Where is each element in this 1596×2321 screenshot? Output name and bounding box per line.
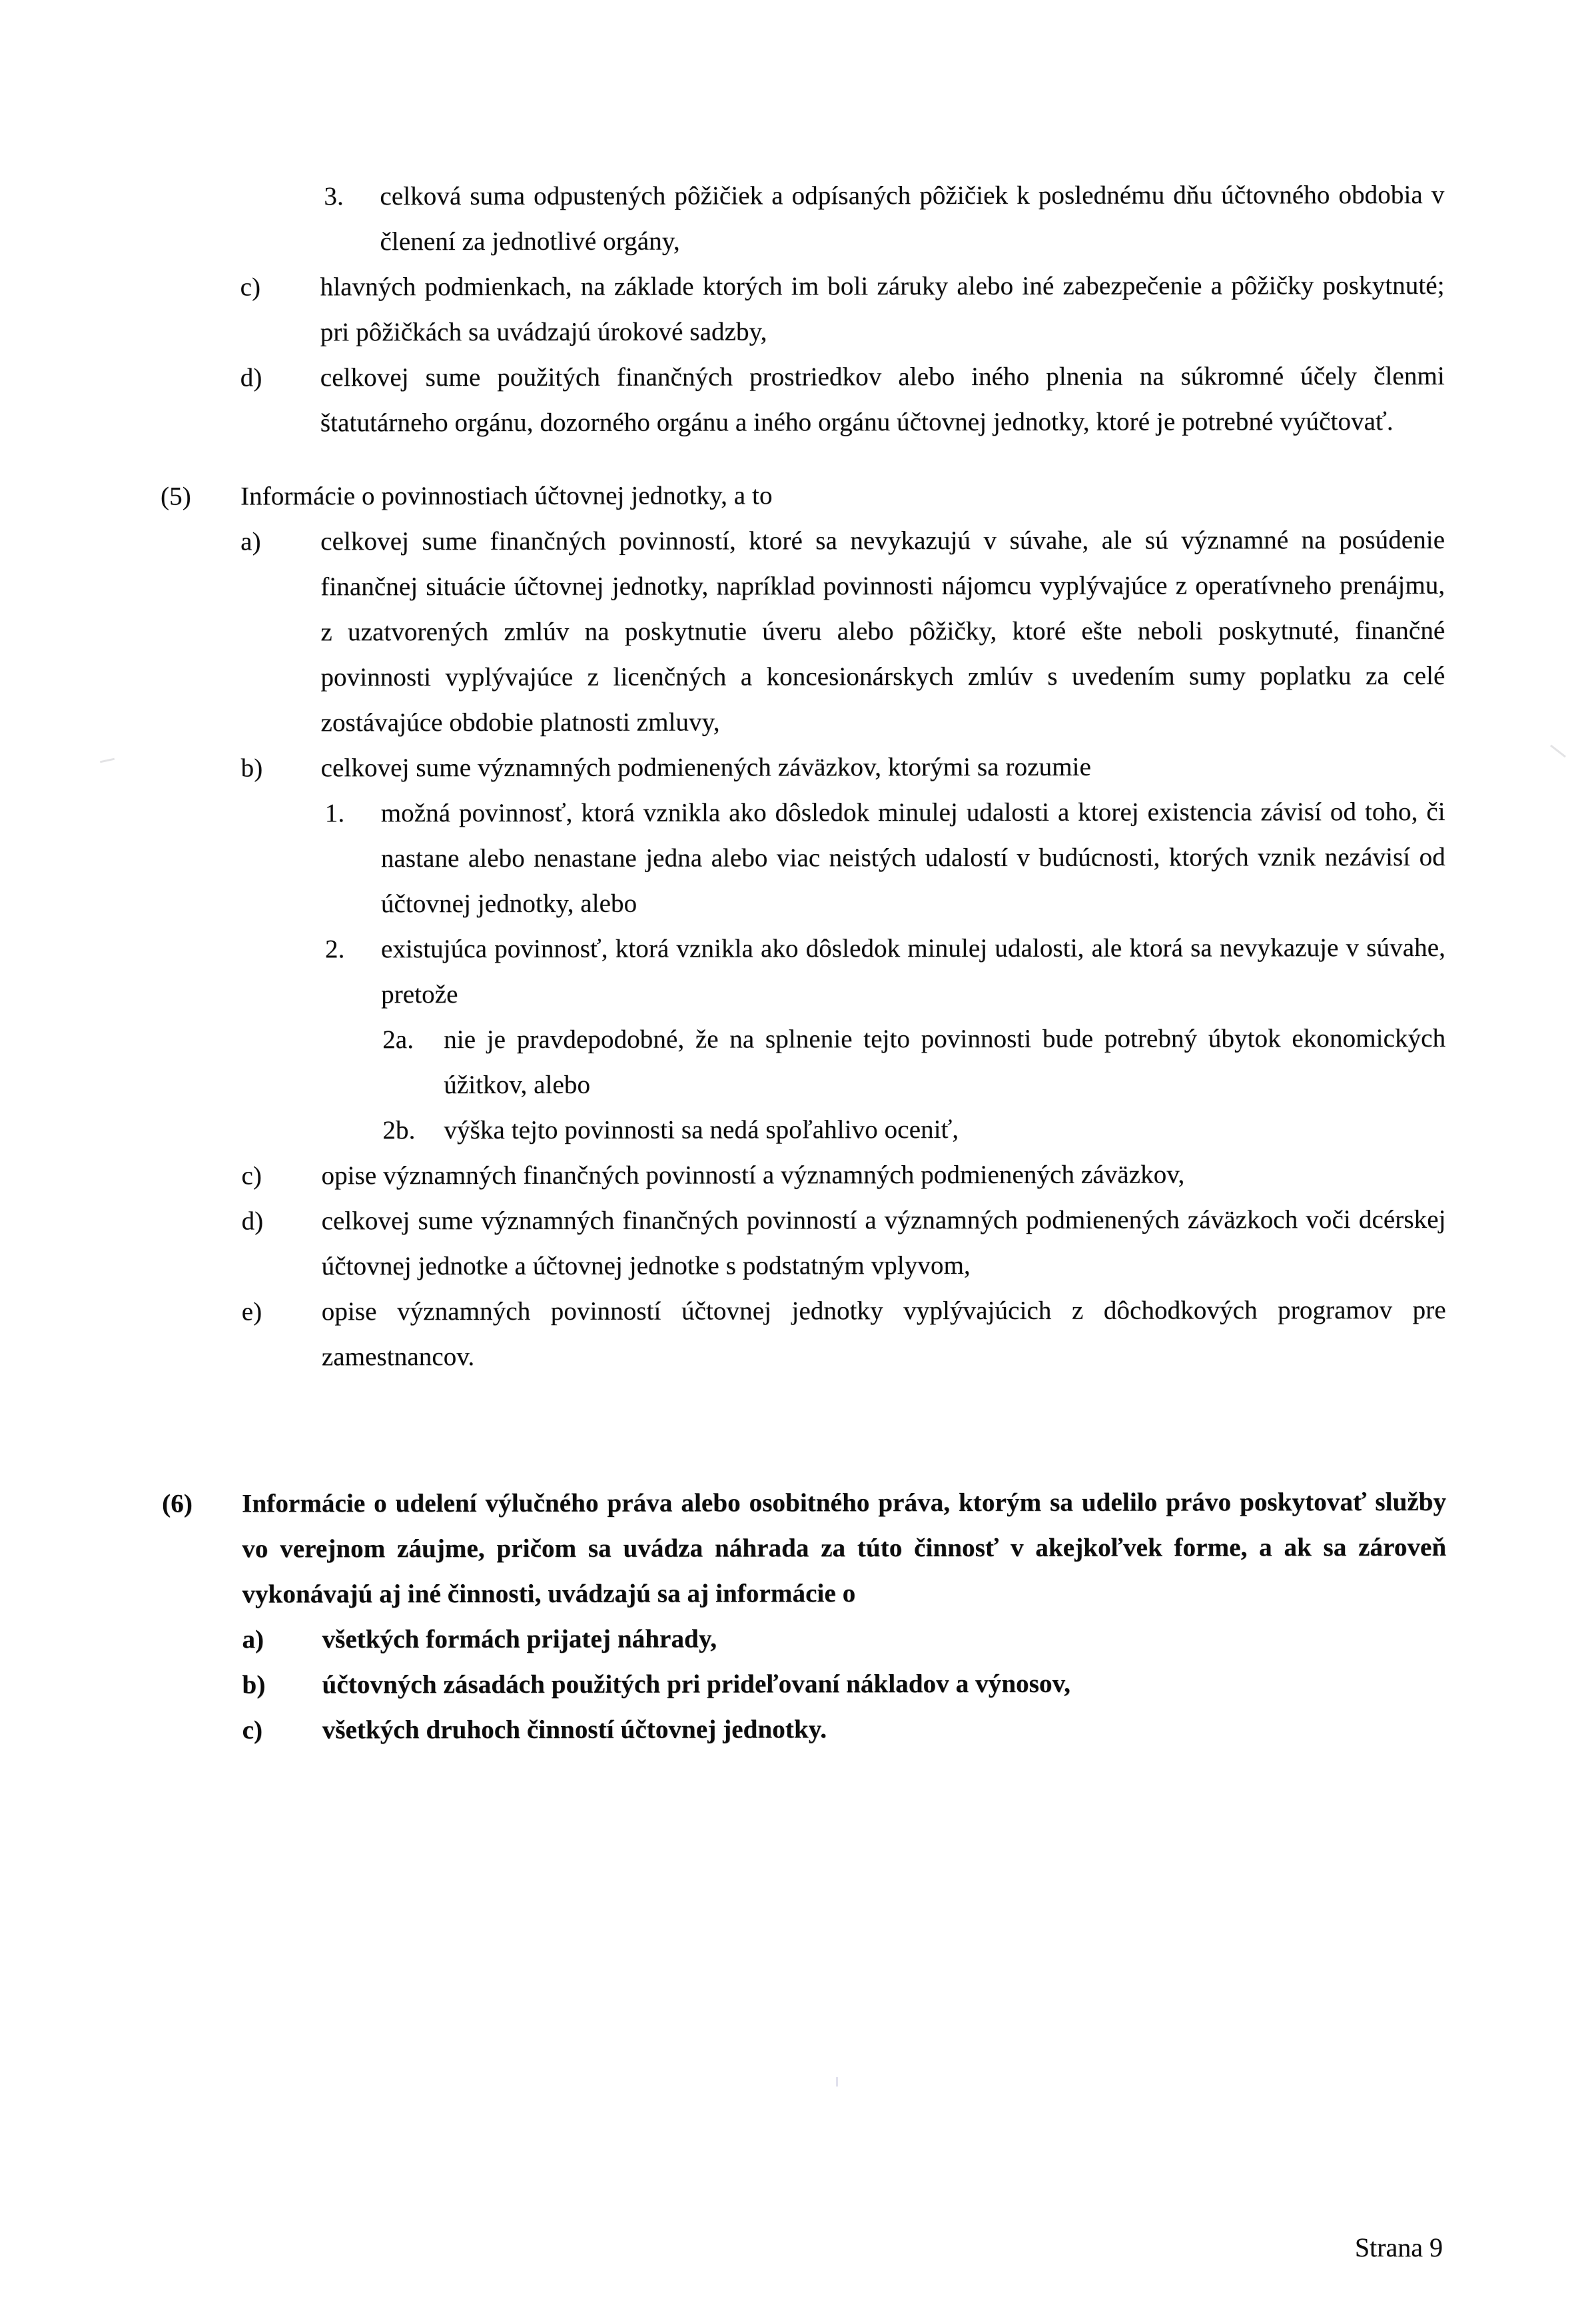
list-item-text: celkovej sume finančných povinností, ktoré sa nevykazujú v súvahe, ale sú významné na posúdenie finančnej situácie účtovnej jednotky, napríklad povinnosti nájomcu vyplývajúce z operatívneho prenájmu, z uzatvorených zmlúv na poskytnutie úveru alebo pôžičky, ktoré ešte neboli poskytnuté, finančné povinnosti vyplývajúce z licenčných a koncesionárskych zmlúv s uvedením sumy poplatku za celé zostávajúce obdobie platnosti zmluvy, <box>320 525 1445 737</box>
list-marker: 2b. <box>382 1116 416 1145</box>
list-marker: 1. <box>324 799 345 828</box>
list-item-5a <box>1 518 1445 746</box>
list-marker: 2a. <box>382 1025 414 1055</box>
list-marker: d) <box>240 363 262 392</box>
section-text: Informácie o povinnostiach účtovnej jednotky, a to <box>240 481 773 511</box>
list-marker: c) <box>242 1715 263 1745</box>
list-item-5b-2 <box>1 925 1445 1018</box>
list-marker: c) <box>240 272 261 302</box>
list-marker: b) <box>242 1670 266 1699</box>
list-marker: a) <box>240 527 261 556</box>
list-item-text: nie je pravdepodobné, že na splnenie tejto povinnosti bude potrebný úbytok ekonomických úžitkov, alebo <box>444 1023 1446 1100</box>
section-marker: (5) <box>161 482 191 511</box>
list-item-text: opise významných povinností účtovnej jednotky vyplývajúcich z dôchodkových programov pre zamestnancov. <box>321 1295 1446 1372</box>
list-marker: b) <box>240 753 263 783</box>
list-item-5b-2b <box>1 1107 1445 1154</box>
list-item-5b <box>1 744 1445 791</box>
list-item-text: existujúca povinnosť, ktorá vznikla ako dôsledok minulej udalosti, ale ktorá sa nevykazuje v súvahe, pretože <box>380 933 1446 1009</box>
list-marker: c) <box>241 1161 262 1190</box>
list-item-5c <box>1 1152 1445 1199</box>
list-item-text: účtovných zásadách použitých pri prideľovaní nákladov a výnosov, <box>322 1669 1070 1699</box>
page-number: Strana 9 <box>1354 2232 1443 2262</box>
list-item-text: hlavných podmienkach, na základe ktorých im boli záruky alebo iné zabezpečenie a pôžičky poskytnuté; pri pôžičkách sa uvádzajú úrokové sadzby, <box>320 270 1445 347</box>
list-marker: 2. <box>324 935 345 964</box>
list-item-text: výška tejto povinnosti sa nedá spoľahlivo oceniť, <box>444 1115 959 1145</box>
list-item-6c <box>3 1706 1447 1753</box>
section-5-heading <box>1 472 1445 520</box>
list-item-text: všetkých druhoch činností účtovnej jednotky. <box>322 1715 827 1745</box>
list-marker: d) <box>241 1206 264 1236</box>
list-item-text: všetkých formách prijatej náhrady, <box>322 1624 717 1654</box>
list-item-text: možná povinnosť, ktorá vznikla ako dôsledok minulej udalosti a ktorej existencia závisí od toho, či nastane alebo nenastane jedna alebo viac neistých udalostí v budúcnosti, ktorých vznik nezávisí od účtovnej jednotky, alebo <box>380 797 1445 919</box>
list-item-text: opise významných finančných povinností a významných podmienených záväzkov, <box>321 1160 1185 1190</box>
list-item-text: celkovej sume významných podmienených záväzkov, ktorými sa rozumie <box>320 752 1091 783</box>
section-6-heading <box>2 1480 1446 1618</box>
list-marker: a) <box>242 1625 264 1654</box>
list-item-5d <box>2 1197 1446 1290</box>
list-item-c <box>1 263 1445 356</box>
list-item-5b-1 <box>1 789 1445 927</box>
list-item-text: celkovej sume významných finančných povinností a významných podmienených záväzkoch voči dcérskej účtovnej jednotke a účtovnej jednotke s podstatným vplyvom, <box>321 1204 1446 1281</box>
list-item-text: celková suma odpustených pôžičiek a odpísaných pôžičiek k poslednému dňu účtovného obdobia v členení za jednotlivé orgány, <box>380 180 1445 256</box>
list-item-3 <box>0 173 1444 265</box>
section-text: Informácie o udelení výlučného práva alebo osobitného práva, ktorým sa udelilo právo poskytovať služby vo verejnom záujme, pričom sa uvádza náhrada za túto činnosť v akejkoľvek forme, a ak sa zároveň vykonávajú aj iné činnosti, uvádzajú sa aj informácie o <box>242 1487 1447 1609</box>
list-marker: 3. <box>324 182 344 211</box>
list-item-6a <box>2 1616 1446 1663</box>
list-item-text: celkovej sume použitých finančných prostriedkov alebo iného plnenia na súkromné účely členmi štatutárneho orgánu, dozorného orgánu a iného orgánu účtovnej jednotky, ktoré je potrebné vyúčtovať. <box>320 361 1445 438</box>
list-item-5b-2a <box>1 1016 1445 1109</box>
list-marker: e) <box>241 1297 262 1326</box>
list-item-6b <box>2 1661 1446 1708</box>
list-item-d <box>1 354 1445 446</box>
scan-artifact <box>836 2077 838 2087</box>
list-item-5e <box>2 1288 1446 1380</box>
section-marker: (6) <box>162 1489 193 1518</box>
